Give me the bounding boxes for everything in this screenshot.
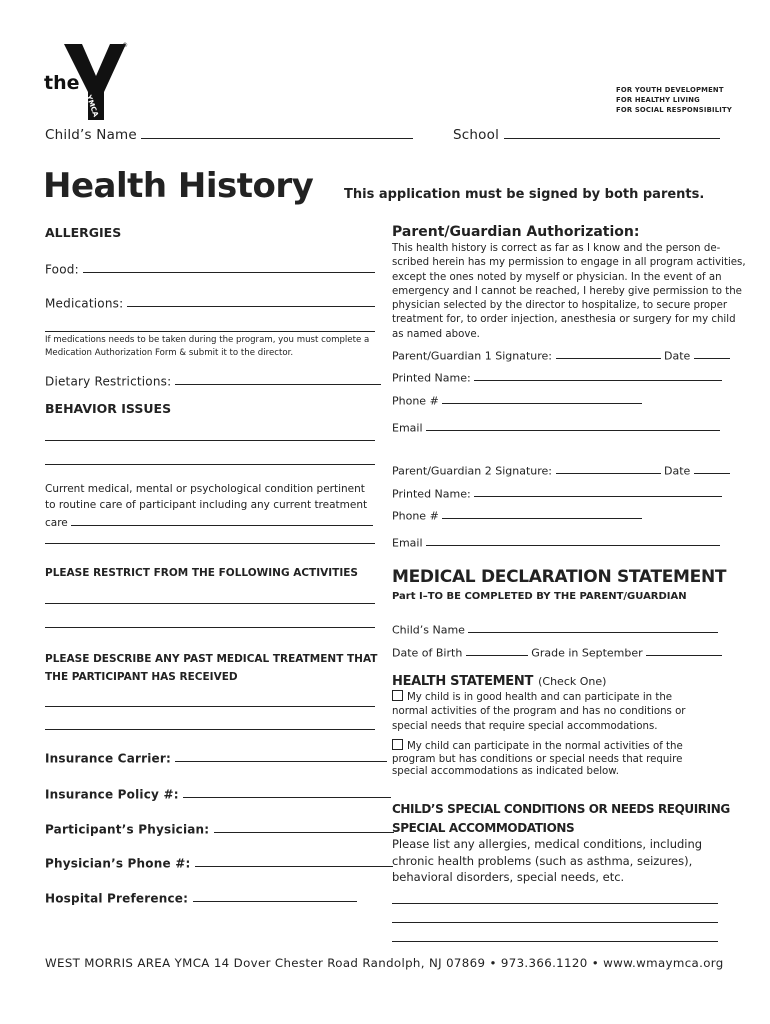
- email-1-label: Email: [392, 421, 423, 435]
- physician-phone-field[interactable]: [45, 855, 393, 870]
- md-child-name-field[interactable]: [392, 622, 718, 636]
- school-line[interactable]: [504, 125, 720, 139]
- option-special-needs-text: special accommodations as indicated below.: [392, 766, 619, 777]
- restrict-heading: PLEASE RESTRICT FROM THE FOLLOWING ACTIVITIES: [45, 567, 358, 579]
- insurance-carrier-field[interactable]: [45, 750, 387, 765]
- insurance-policy-line[interactable]: [183, 786, 391, 798]
- sig1-date-line[interactable]: [694, 348, 730, 359]
- printed-name-1-label: Printed Name:: [392, 371, 471, 385]
- special-conditions-heading-line: CHILD’S SPECIAL CONDITIONS OR NEEDS REQUIRING: [392, 802, 730, 816]
- auth-text-line: as named above.: [392, 328, 480, 340]
- sig1-label: Parent/Guardian 1 Signature:: [392, 349, 552, 363]
- physician-phone-line[interactable]: [195, 855, 393, 867]
- special-conditions-line[interactable]: [392, 922, 718, 923]
- sig2-line[interactable]: [556, 463, 661, 474]
- sig1-field[interactable]: [392, 348, 730, 362]
- auth-text-line: This health history is correct as far as I know and the person de-: [392, 243, 721, 254]
- past-treatment-line[interactable]: [45, 729, 375, 730]
- hospital-line[interactable]: [193, 890, 357, 902]
- footer-address: WEST MORRIS AREA YMCA 14 Dover Chester Road Randolph, NJ 07869 • 973.366.1120 • www.wmaymca.org: [45, 956, 724, 970]
- condition-line-2[interactable]: [45, 543, 375, 544]
- physician-label: Participant’s Physician:: [45, 822, 210, 837]
- phone-1-line[interactable]: [442, 393, 642, 404]
- phone-1-label: Phone #: [392, 394, 439, 408]
- medications-label: Medications:: [45, 296, 124, 311]
- dob-field[interactable]: [392, 645, 722, 659]
- physician-phone-label: Physician’s Phone #:: [45, 856, 191, 871]
- insurance-carrier-line[interactable]: [175, 750, 387, 762]
- email-1-field[interactable]: [392, 420, 720, 434]
- part-heading: Part I–TO BE COMPLETED BY THE PARENT/GUARDIAN: [392, 591, 687, 602]
- option-special-needs-text: My child can participate in the normal activities of the: [407, 741, 683, 752]
- past-treatment-line[interactable]: [45, 706, 375, 707]
- food-line[interactable]: [83, 261, 375, 273]
- past-treatment-heading-line: THE PARTICIPANT HAS RECEIVED: [45, 671, 238, 683]
- child-name-line[interactable]: [141, 125, 413, 139]
- insurance-policy-label: Insurance Policy #:: [45, 787, 179, 802]
- hospital-field[interactable]: [45, 890, 357, 905]
- auth-text-line: except the ones noted by myself or physician. In the event of an: [392, 271, 722, 283]
- grade-label: Grade in September: [531, 646, 643, 660]
- printed-name-2-field[interactable]: [392, 486, 722, 500]
- tagline: [616, 85, 732, 115]
- sig2-date-label: Date: [664, 464, 691, 478]
- printed-name-2-line[interactable]: [474, 486, 722, 497]
- option-good-health[interactable]: [392, 690, 686, 734]
- behavior-heading: BEHAVIOR ISSUES: [45, 401, 172, 416]
- special-conditions-text-line: behavioral disorders, special needs, etc.: [392, 870, 625, 884]
- behavior-line[interactable]: [45, 464, 375, 465]
- checkbox-special-needs[interactable]: [392, 739, 403, 750]
- option-good-health-text: My child is in good health and can participate in the: [407, 692, 673, 703]
- past-treatment-heading-line: PLEASE DESCRIBE ANY PAST MEDICAL TREATMENT THAT: [45, 653, 378, 665]
- restrict-line[interactable]: [45, 627, 375, 628]
- school-label: School: [453, 126, 500, 143]
- medications-line[interactable]: [127, 295, 375, 307]
- food-label: Food:: [45, 262, 79, 277]
- phone-2-label: Phone #: [392, 509, 439, 523]
- logo-word-the: the: [44, 72, 80, 94]
- phone-2-field[interactable]: [392, 508, 642, 522]
- signed-note: This application must be signed by both parents.: [344, 187, 705, 202]
- sig1-date-label: Date: [664, 349, 691, 363]
- condition-text: care: [45, 517, 68, 529]
- sig2-date-line[interactable]: [694, 463, 730, 474]
- condition-text: Current medical, mental or psychological condition pertinent: [45, 483, 365, 495]
- condition-field[interactable]: [45, 482, 373, 532]
- md-child-name-label: Child’s Name: [392, 623, 465, 637]
- hospital-label: Hospital Preference:: [45, 891, 189, 906]
- auth-heading: Parent/Guardian Authorization:: [392, 224, 640, 240]
- behavior-line[interactable]: [45, 440, 375, 441]
- tagline-line: FOR SOCIAL RESPONSIBILITY: [616, 106, 732, 114]
- child-name-label: Child’s Name: [45, 126, 137, 143]
- school-field[interactable]: [453, 125, 720, 143]
- child-name-field[interactable]: [45, 125, 413, 143]
- option-special-needs-text: program but has conditions or special needs that require: [392, 753, 683, 765]
- allergies-heading: ALLERGIES: [45, 225, 122, 240]
- option-special-needs[interactable]: [392, 739, 683, 779]
- auth-text-line: emergency and I cannot be reached, I hereby give permission to the: [392, 285, 742, 297]
- medication-note: [45, 334, 369, 360]
- phone-2-line[interactable]: [442, 508, 642, 519]
- special-conditions-text: [392, 836, 702, 886]
- health-statement-heading: [392, 670, 606, 689]
- medications-line-2[interactable]: [45, 331, 375, 332]
- sig2-label: Parent/Guardian 2 Signature:: [392, 464, 552, 478]
- check-one-note: (Check One): [538, 675, 607, 688]
- dob-label: Date of Birth: [392, 646, 463, 660]
- option-good-health-text: special needs that require special accommodations.: [392, 720, 658, 732]
- past-treatment-heading: [45, 650, 377, 686]
- printed-name-2-label: Printed Name:: [392, 487, 471, 501]
- insurance-policy-field[interactable]: [45, 786, 391, 801]
- dietary-label: Dietary Restrictions:: [45, 374, 172, 389]
- special-conditions-line[interactable]: [392, 941, 718, 942]
- special-conditions-heading: [392, 800, 730, 838]
- medical-declaration-heading: MEDICAL DECLARATION STATEMENT: [392, 567, 727, 587]
- medication-note-line: If medications needs to be taken during the program, you must complete a: [45, 335, 370, 345]
- page-title: Health History: [43, 166, 314, 206]
- email-1-line[interactable]: [426, 420, 720, 431]
- printed-name-1-line[interactable]: [474, 370, 722, 381]
- ymca-logo: [40, 42, 135, 122]
- condition-text: to routine care of participant including any current treatment: [45, 498, 368, 511]
- medications-field[interactable]: [45, 295, 375, 310]
- special-conditions-text-line: chronic health problems (such as asthma, seizures),: [392, 853, 693, 868]
- auth-text: [392, 242, 746, 342]
- phone-1-field[interactable]: [392, 393, 642, 407]
- tagline-line: FOR HEALTHY LIVING: [616, 96, 700, 104]
- auth-text-line: scribed herein has my permission to engage in all program activities,: [392, 257, 746, 269]
- auth-text-line: treatment for, to order injection, anesthesia or surgery for my child: [392, 314, 736, 326]
- tagline-line: FOR YOUTH DEVELOPMENT: [616, 86, 724, 94]
- sig1-line[interactable]: [556, 348, 661, 359]
- email-2-line[interactable]: [426, 535, 720, 546]
- physician-field[interactable]: [45, 821, 394, 836]
- insurance-carrier-label: Insurance Carrier:: [45, 751, 171, 766]
- option-good-health-text: normal activities of the program and has no conditions or: [392, 706, 686, 718]
- medication-note-line: Medication Authorization Form & submit it to the director.: [45, 348, 294, 358]
- condition-line[interactable]: [71, 513, 373, 526]
- logo-reg-mark: ®: [122, 42, 128, 49]
- grade-line[interactable]: [646, 645, 722, 656]
- restrict-line[interactable]: [45, 603, 375, 604]
- printed-name-1-field[interactable]: [392, 370, 722, 384]
- dietary-line[interactable]: [175, 373, 381, 385]
- special-conditions-text-line: Please list any allergies, medical conditions, including: [392, 837, 703, 851]
- logo-ymca-text: YMCA: [84, 94, 100, 118]
- sig2-field[interactable]: [392, 463, 730, 477]
- checkbox-good-health[interactable]: [392, 690, 403, 701]
- special-conditions-heading-line: SPECIAL ACCOMMODATIONS: [392, 821, 575, 835]
- physician-line[interactable]: [214, 821, 394, 833]
- email-2-label: Email: [392, 536, 423, 550]
- auth-text-line: physician selected by the director to hospitalize, to secure proper: [392, 300, 728, 312]
- dietary-field[interactable]: [45, 373, 381, 388]
- health-statement-title: HEALTH STATEMENT: [392, 674, 534, 689]
- email-2-field[interactable]: [392, 535, 720, 549]
- dob-line[interactable]: [466, 645, 528, 656]
- special-conditions-line[interactable]: [392, 903, 718, 904]
- md-child-name-line[interactable]: [468, 622, 718, 633]
- food-field[interactable]: [45, 261, 375, 276]
